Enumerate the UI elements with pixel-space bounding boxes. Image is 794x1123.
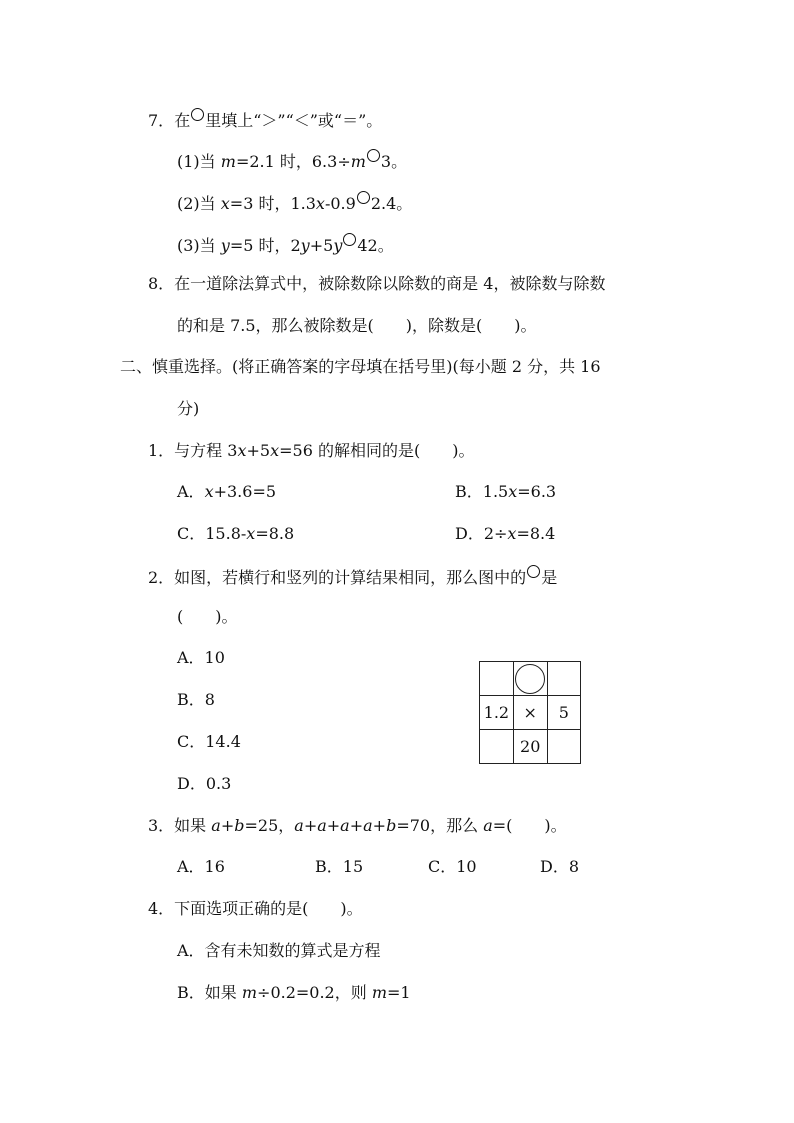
choice-3-stem: 3．如果 a+b=25，a+a+a+a+b=70，那么 a=( )。 [148, 816, 567, 835]
q7-item-2: (2)当 x=3 时，1.3x-0.9 2.4。 [177, 191, 412, 215]
choice-2-stem-cont: ( )。 [177, 607, 238, 626]
q7-item-3: (3)当 y=5 时，2y+5y 42。 [177, 233, 394, 257]
section-2-heading: 二、慎重选择。(将正确答案的字母填在括号里)(每小题 2 分，共 16 [120, 357, 601, 376]
grid-cell: × [513, 696, 547, 730]
section-2-heading-cont: 分) [177, 399, 200, 418]
choice-2-option-a: A．10 [177, 648, 225, 667]
q7-item-1: (1)当 m=2.1 时，6.3÷m 3。 [177, 149, 407, 173]
grid-cell [547, 730, 580, 764]
choice-4-option-b: B．如果 m÷0.2=0.2，则 m=1 [177, 983, 411, 1002]
choice-4-option-a: A．含有未知数的算式是方程 [177, 941, 381, 960]
choice-1-option-a: A．x+3.6=5 [177, 482, 277, 501]
circle-blank-icon [367, 149, 380, 162]
grid-cell [480, 662, 514, 696]
circle-unknown-icon [515, 664, 545, 694]
choice-3-option-b: B．15 [315, 857, 364, 876]
choice-3-option-c: C．10 [428, 857, 477, 876]
choice-2-stem: 2．如图，若横行和竖列的计算结果相同，那么图中的 是 [148, 565, 557, 589]
choice-2-option-b: B．8 [177, 690, 215, 709]
circle-blank-icon [191, 108, 204, 121]
choice-1-option-c: C．15.8-x=8.8 [177, 524, 295, 543]
circle-blank-icon [357, 191, 370, 204]
choice-1-option-d: D．2÷x=8.4 [455, 524, 556, 543]
choice-2-option-c: C．14.4 [177, 732, 241, 751]
grid-row [480, 730, 581, 764]
q8-line-1: 8．在一道除法算式中，被除数除以除数的商是 4，被除数与除数 [148, 274, 606, 293]
grid-cell [513, 662, 547, 696]
choice-2-option-d: D．0.3 [177, 774, 232, 793]
choice-1-option-b: B．1.5x=6.3 [455, 482, 557, 501]
grid-cell [547, 662, 580, 696]
grid-cell: 1.2 [480, 696, 514, 730]
choice-3-option-d: D．8 [540, 857, 580, 876]
choice-1-stem: 1．与方程 3x+5x=56 的解相同的是( )。 [148, 441, 475, 460]
grid-row [480, 662, 581, 696]
cross-grid-figure [479, 661, 581, 764]
choice-3-option-a: A．16 [177, 857, 225, 876]
circle-blank-icon [343, 233, 356, 246]
grid-cell: 20 [513, 730, 547, 764]
choice-4-stem: 4．下面选项正确的是( )。 [148, 899, 363, 918]
q8-line-2: 的和是 7.5，那么被除数是( )，除数是( )。 [177, 316, 537, 335]
grid-row [480, 696, 581, 730]
grid-cell: 5 [547, 696, 580, 730]
q7-stem: 7．在 里填上“＞”“＜”或“＝”。 [148, 108, 382, 132]
circle-blank-icon [527, 565, 540, 578]
grid-cell [480, 730, 514, 764]
